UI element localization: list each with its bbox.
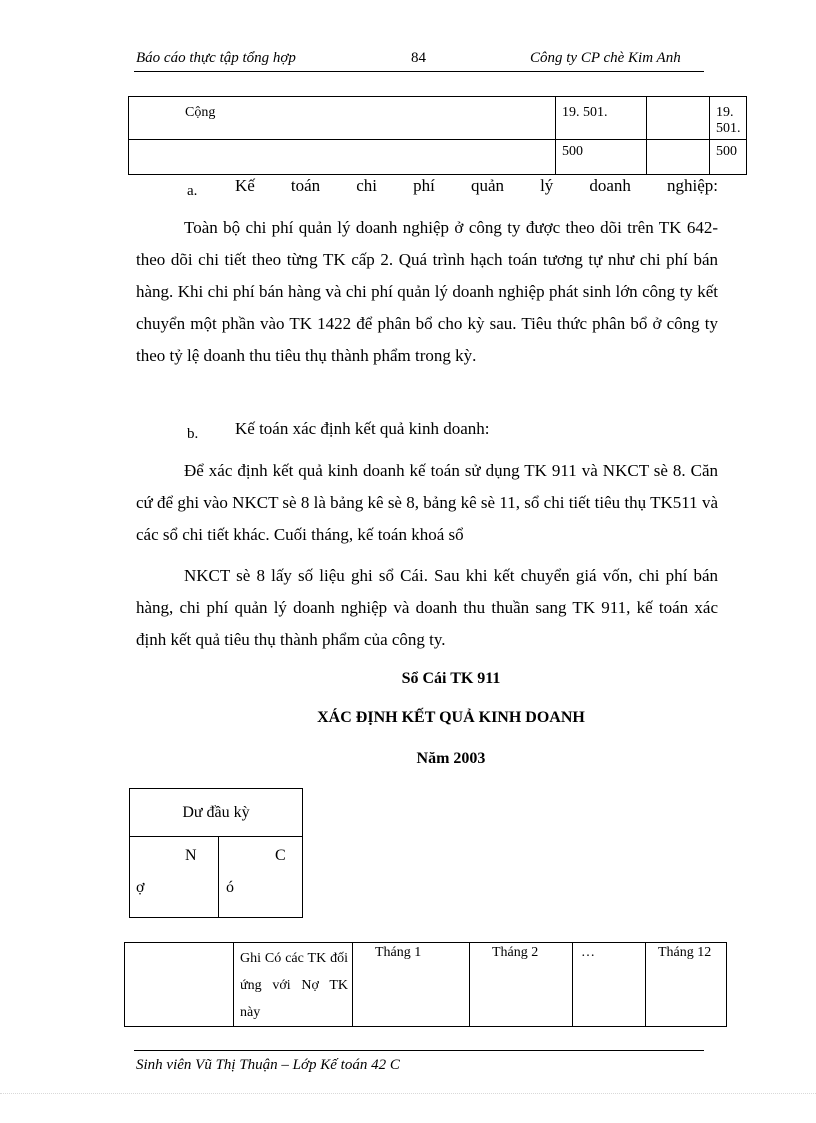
heading-word: toán	[290, 176, 321, 195]
section-a-heading	[235, 176, 718, 196]
contra-account-header: Ghi Có các TK đối ứng với Nợ TK này	[234, 943, 353, 1027]
header-right: Công ty CP chè Kim Anh	[530, 50, 681, 66]
total-col4-line2: 500	[710, 140, 747, 175]
paragraph-b2-block	[136, 560, 718, 656]
month-12-header: Tháng 12	[646, 943, 727, 1027]
total-col4-line1: 19. 501.	[710, 97, 747, 140]
paragraph-a-block	[136, 212, 718, 372]
credit-cell	[219, 837, 303, 918]
empty-cell	[647, 140, 710, 175]
footer-text: Sinh viên Vũ Thị Thuận – Lớp Kế toán 42 C	[136, 1057, 400, 1073]
empty-cell	[647, 97, 710, 140]
total-col2-line2: 500	[556, 140, 647, 175]
heading-word: chi	[356, 176, 378, 195]
page-number: 84	[411, 50, 426, 66]
empty-cell	[125, 943, 234, 1027]
total-table	[128, 96, 747, 175]
heading-word: phí	[413, 176, 435, 195]
total-col2-line1: 19. 501.	[556, 97, 647, 140]
heading-word: doanh	[589, 176, 631, 195]
debit-cell	[130, 837, 219, 918]
paragraph-b1-block	[136, 455, 718, 551]
month-2-header: Tháng 2	[470, 943, 573, 1027]
credit-label-part2: ó	[226, 879, 234, 896]
total-label: Cộng	[129, 97, 556, 140]
ledger-title: Sổ Cái TK 911	[401, 670, 501, 687]
heading-word: lý	[540, 176, 554, 195]
section-b-marker: b.	[187, 426, 199, 442]
section-b-title: Kế toán xác định kết quả kinh doanh:	[235, 419, 490, 438]
section-a-marker: a.	[187, 183, 198, 199]
header-left: Báo cáo thực tập tổng hợp	[136, 50, 296, 66]
paragraph-b2: NKCT sè 8 lấy số liệu ghi sổ Cái. Sau khi kết chuyển giá vốn, chi phí bán hàng, chi phí quản lý doanh nghiệp và doanh thu thuần sang TK 911, kế toán xác định kết quả tiêu thụ thành phẩm của công ty.	[136, 566, 718, 649]
credit-label-part1: C	[275, 847, 286, 864]
header-divider	[134, 71, 704, 72]
opening-balance-table	[129, 788, 303, 918]
paragraph-b1: Để xác định kết quả kinh doanh kế toán sử dụng TK 911 và NKCT sè 8. Căn cứ để ghi vào NKCT sè 8 là bảng kê sè 8, bảng kê sè 11, sổ chi tiết tiêu thụ TK511 và các sổ chi tiết khác. Cuối tháng, kế toán khoá sổ	[136, 461, 718, 544]
heading-word: quản	[470, 176, 504, 195]
ellipsis-header: …	[573, 943, 646, 1027]
debit-label-part2: ợ	[136, 879, 145, 896]
footer-divider	[134, 1050, 704, 1051]
paragraph-a: Toàn bộ chi phí quản lý doanh nghiệp ở công ty được theo dõi trên TK 642- theo dõi chi tiết theo từng TK cấp 2. Quá trình hạch toán tương tự như chi phí bán hàng. Khi chi phí bán hàng và chi phí quản lý doanh nghiệp phát sinh lớn công ty kết chuyển một phần vào TK 1422 để phân bổ cho kỳ sau. Tiêu thức phân bổ ở công ty theo tỷ lệ doanh thu tiêu thụ thành phẩm trong kỳ.	[136, 218, 718, 365]
account-table	[124, 942, 727, 1027]
month-1-header: Tháng 1	[353, 943, 470, 1027]
heading-word: Kế	[235, 176, 255, 195]
page-edge-divider	[0, 1093, 816, 1094]
ledger-subtitle: XÁC ĐỊNH KẾT QUẢ KINH DOANH	[317, 709, 585, 726]
empty-cell	[129, 140, 556, 175]
heading-word: nghiệp:	[667, 176, 718, 195]
opening-balance-header: Dư đầu kỳ	[130, 789, 303, 837]
debit-label-part1: N	[185, 847, 197, 864]
ledger-year: Năm 2003	[416, 750, 486, 767]
